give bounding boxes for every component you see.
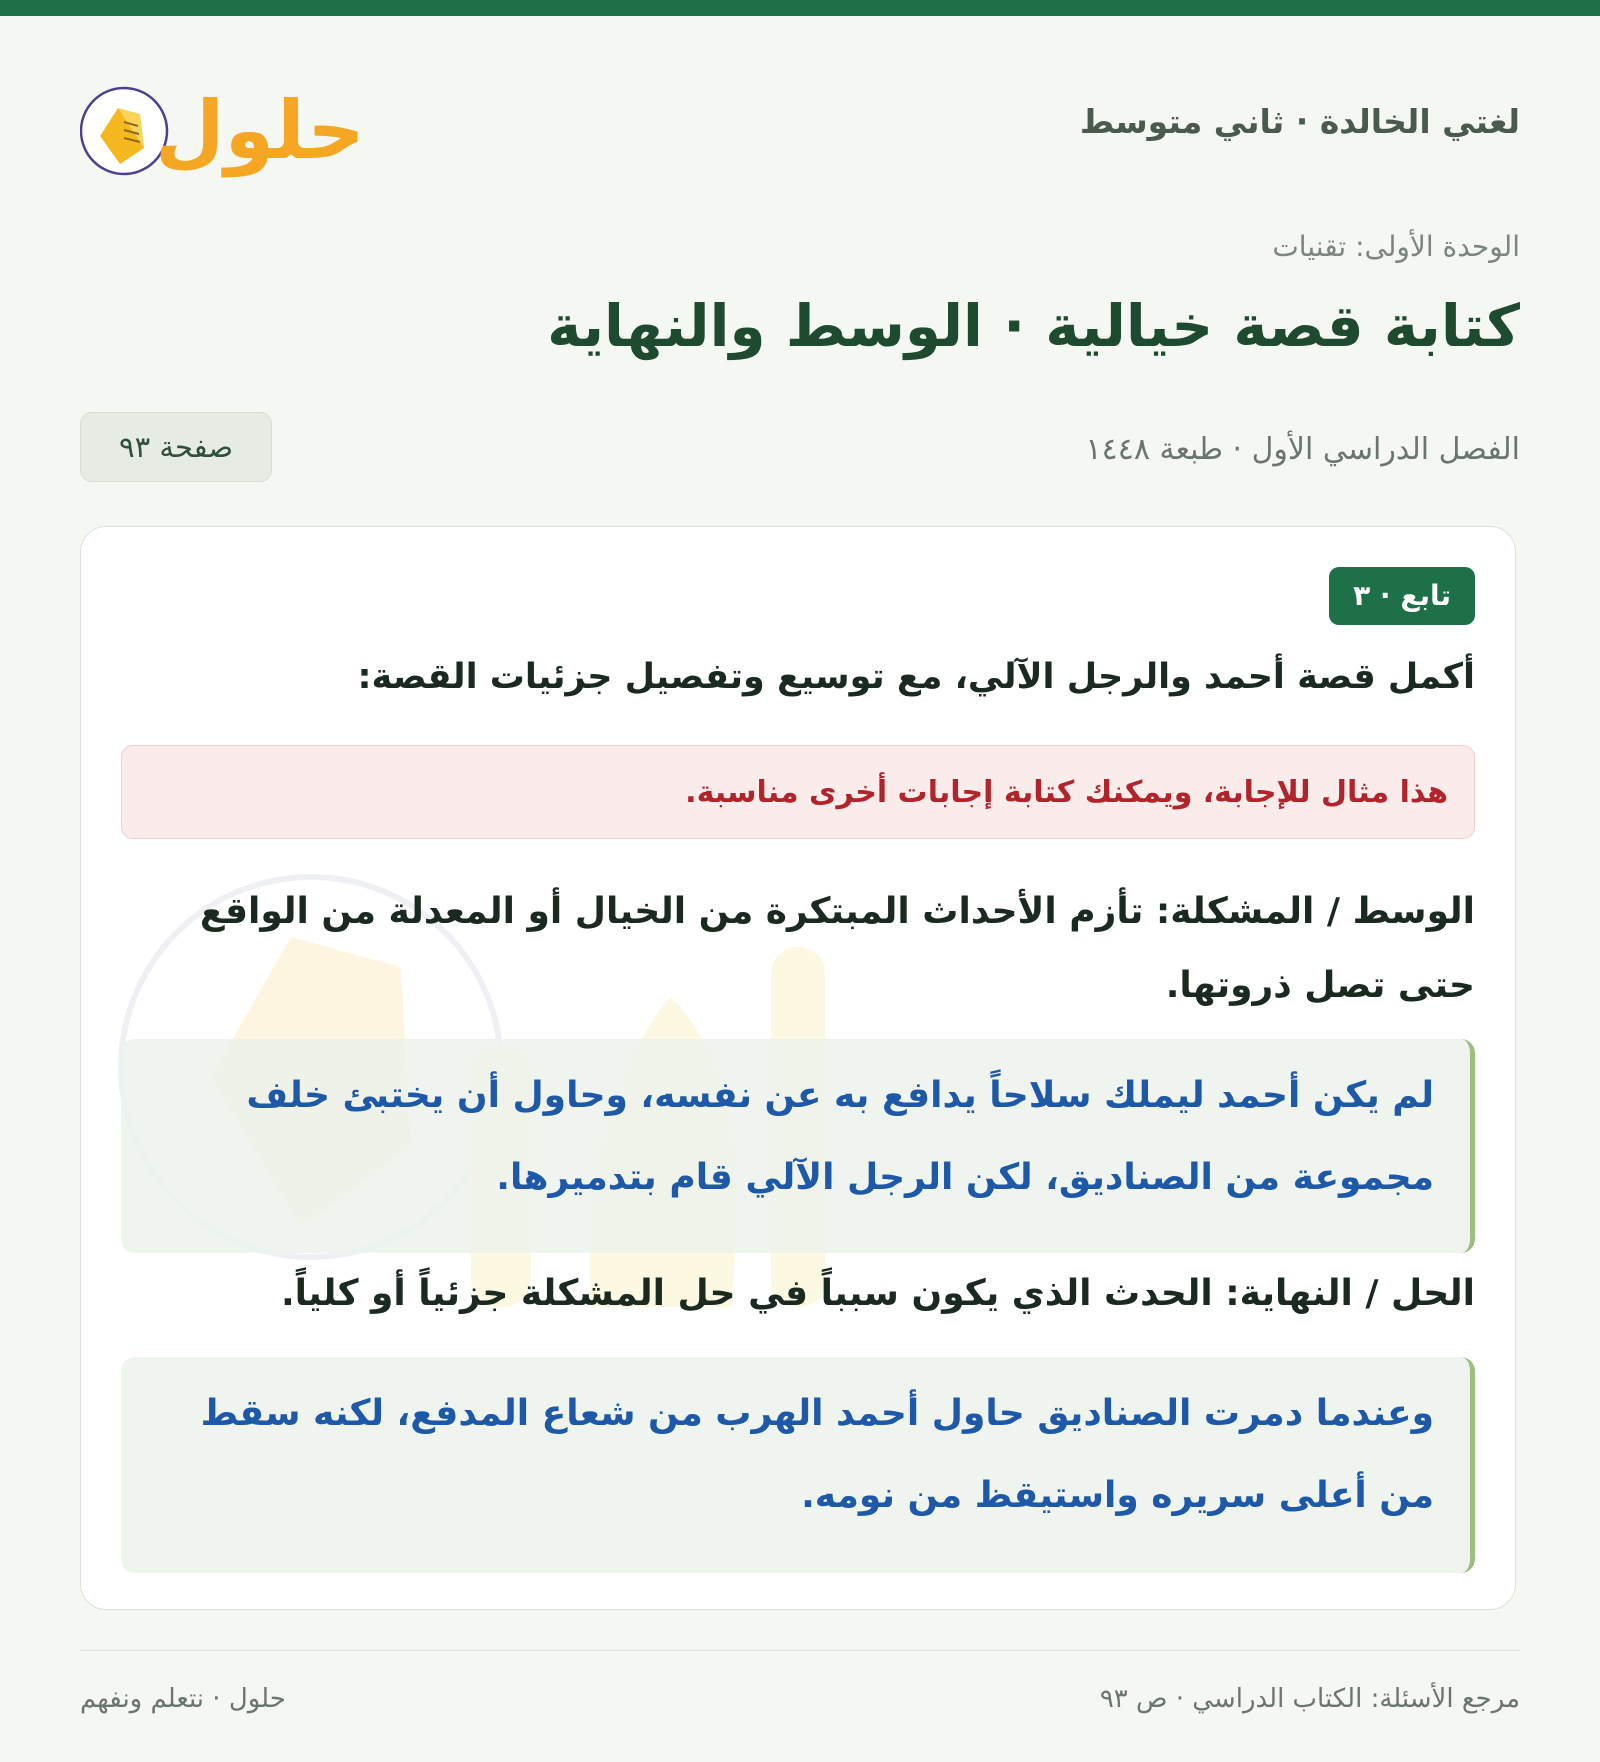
middle-answer: لم يكن أحمد ليملك سلاحاً يدافع به عن نفسه، وحاول أن يختبئ خلف مجموعة من الصناديق، لكن الرجل الآلي قام بتدميرها. [121, 1039, 1475, 1253]
footer-divider [80, 1650, 1520, 1651]
sample-answer-note: هذا مثال للإجابة، ويمكنك كتابة إجابات أخرى مناسبة. [121, 745, 1475, 839]
course-title: لغتي الخالدة · ثاني متوسط [1079, 102, 1520, 141]
exercise-card [80, 526, 1516, 1610]
logo-graphic [80, 66, 360, 196]
end-section-heading: الحل / النهاية: الحدث الذي يكون سبباً في حل المشكلة جزئياً أو كلياً. [280, 1273, 1475, 1314]
lesson-title: كتابة قصة خيالية · الوسط والنهاية [547, 292, 1520, 360]
question-text: أكمل قصة أحمد والرجل الآلي، مع توسيع وتفصيل جزئيات القصة: [357, 657, 1475, 697]
semester-edition: الفصل الدراسي الأول · طبعة ١٤٤٨ [1085, 432, 1520, 467]
exercise-tag: تابع · ٣ [1329, 567, 1475, 625]
logo-text: حلول [155, 84, 360, 177]
page-header [80, 66, 1520, 196]
footer-reference: مرجع الأسئلة: الكتاب الدراسي · ص ٩٣ [1099, 1684, 1520, 1714]
middle-section-heading: الوسط / المشكلة: تأزم الأحداث المبتكرة من الخيال أو المعدلة من الواقع حتى تصل ذروتها. [199, 891, 1475, 1006]
footer-brand: حلول · نتعلم ونفهم [80, 1684, 286, 1714]
end-answer: وعندما دمرت الصناديق حاول أحمد الهرب من شعاع المدفع، لكنه سقط من أعلى سريره واستيقظ من نومه. [121, 1357, 1475, 1573]
top-accent-bar [0, 0, 1600, 16]
page-number-badge: صفحة ٩٣ [80, 412, 272, 482]
site-logo[interactable] [80, 66, 360, 196]
unit-label: الوحدة الأولى: تقنيات [1272, 230, 1520, 263]
